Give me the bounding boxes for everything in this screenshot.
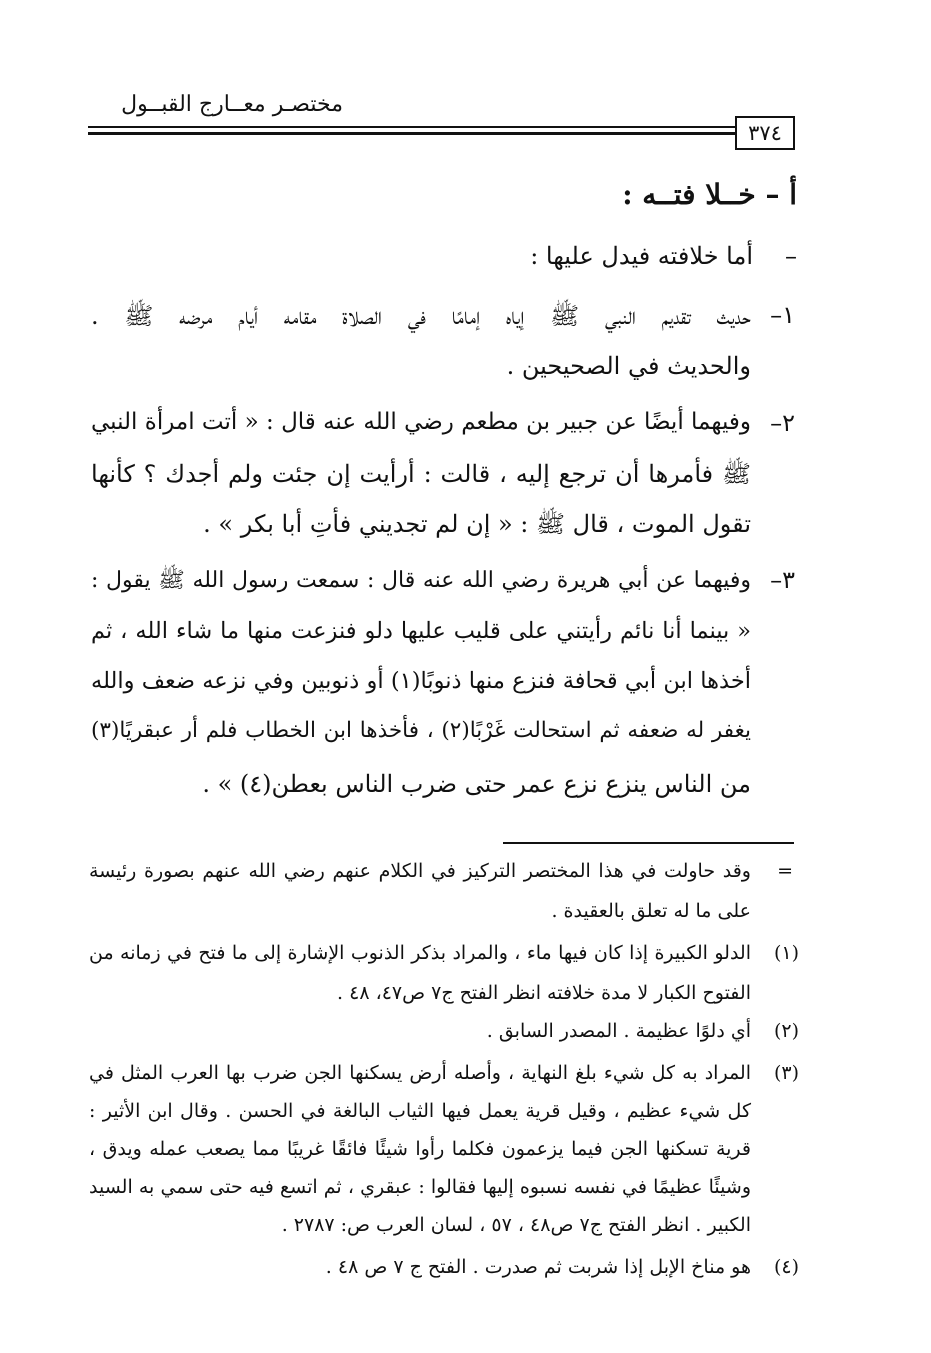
intro-text: أما خلافته فيدل عليها : — [530, 242, 753, 270]
footnote-marker: (٢) — [773, 1020, 799, 1042]
item-number: ٢– — [770, 409, 795, 437]
footnote-separator — [503, 842, 794, 844]
item-line: أخذها ابن أبي قحافة فنزع منها ذنوبًا(١) أو ذنوبين وفي نزعه ضعف والله — [91, 668, 751, 694]
page-number-box: ٣٧٤ — [735, 116, 795, 150]
footnote-marker: (٤) — [773, 1256, 799, 1278]
header-rule-thin — [88, 126, 794, 128]
footnote-line: الكبير . انظر الفتح ج٧ ص٤٨ ، ٥٧ ، لسان العرب ص: ٢٧٨٧ . — [281, 1214, 751, 1236]
footnote-line: الدلو الكبيرة إذا كان فيها ماء ، والمراد بذكر الذنوب الإشارة إلى ما فتح في زمانه من — [89, 942, 751, 964]
item-line: وفيهما أيضًا عن جبير بن مطعم رضي الله عنه قال : « أتت امرأة النبي — [91, 409, 751, 435]
footnote-marker: (١) — [773, 942, 799, 964]
footnote-line: قرية تسكنها الجن فيما يزعمون فكلما رأوا شيئًا فائقًا غريبًا مما يصعب عمله ويدق ، — [89, 1138, 751, 1160]
item-number: ٣– — [770, 566, 795, 594]
footnote-marker: = — [777, 860, 793, 882]
footnote-line: هو مناخ الإبل إذا شربت ثم صدرت . الفتح ج ٧ ص ٤٨ . — [325, 1256, 751, 1278]
item-number: ١– — [770, 301, 795, 329]
running-title: مختصـر معــارج القبــول — [121, 92, 343, 117]
footnote-line: وقد حاولت في هذا المختصر التركيز في الكلام عنهم رضي الله عنهم بصورة رئيسة — [89, 860, 751, 882]
footnote-line: على ما له تعلق بالعقيدة . — [551, 900, 751, 922]
intro-marker: – — [785, 242, 797, 270]
item-line: حديث تقديم النبي ﷺ إياه إمامًا في الصلاة مقامه أيام مرضه ﷺ . — [91, 302, 751, 330]
footnote-line: الفتوح الكبار لا مدة خلافته انظر الفتح ج٧ ص٤٧، ٤٨ . — [337, 982, 751, 1004]
item-line: من الناس ينزع نزع عمر حتى ضرب الناس بعطن(٤) » . — [202, 770, 751, 798]
footnote-marker: (٣) — [773, 1062, 799, 1084]
header-rule-thick — [88, 132, 794, 135]
item-line: وفيهما عن أبي هريرة رضي الله عنه قال : سمعت رسول الله ﷺ يقول : — [91, 568, 751, 593]
footnote-line: المراد به كل شيء بلغ النهاية ، وأصله أرض يسكنها الجن ضرب بها العرب المثل في — [89, 1062, 751, 1084]
footnote-line: كل شيء عظيم ، وقيل قرية يعمل فيها الثياب البالغة في الحسن . وقال ابن الأثير : — [89, 1100, 751, 1122]
item-line: يغفر له ضعفه ثم استحالت غَرْبًا(٢) ، فأخذها ابن الخطاب فلم أر عبقريًا(٣) — [91, 718, 752, 743]
section-title: أ – خــلا فتــه : — [622, 178, 797, 211]
footnote-line: وشيئًا عظيمًا في نفسه نسبوه إليها فقالوا : عبقري ، ثم اتسع فيه حتى سمي به السيد — [89, 1176, 751, 1198]
item-line: تقول الموت ، قال ﷺ : « إن لم تجديني فأتِ أبا بكر » . — [203, 510, 751, 538]
item-line: « بينما أنا نائم رأيتني على قليب عليها دلو فنزعت منها ما شاء الله ، ثم — [91, 618, 751, 644]
item-line: والحديث في الصحيحين . — [506, 352, 751, 380]
footnote-line: أي دلوًا عظيمة . المصدر السابق . — [486, 1020, 751, 1042]
item-line: ﷺ فأمرها أن ترجع إليه ، قالت : أرأيت إن جئت ولم أجدك ؟ كأنها — [91, 460, 751, 488]
